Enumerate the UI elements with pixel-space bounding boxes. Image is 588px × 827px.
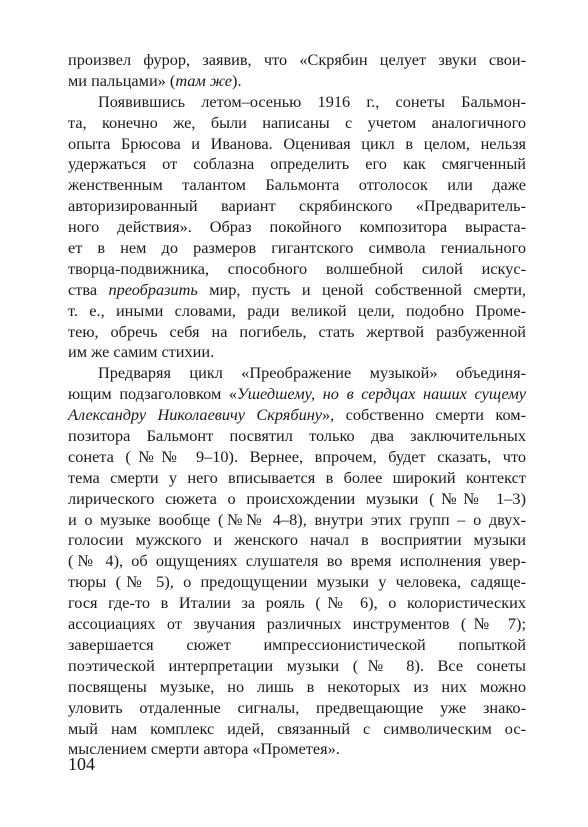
text-run: удержаться от соблазна определить его как смягченный [68,154,526,174]
text-line [68,593,526,614]
text-run: лирического сюжета о происхождении музыки (№№ 1–3) [68,488,526,508]
text-run: мый нам комплекс идей, связанный с символическим ос- [68,718,526,738]
text-line [68,322,526,343]
text-run: поэтической интерпретации музыки (№ 8). Все сонеты [68,655,526,675]
text-run: гося где-то в Италии за рояль (№ 6), о колористических [68,593,526,613]
text-run: произвел фурор, заявив, что «Скрябин целует звуки свои- [68,50,526,69]
text-line [68,677,526,698]
text-run: мыслением смерти автора «Прометея». [68,739,340,759]
text-line [68,468,526,489]
text-line [68,154,526,175]
italic-text: Ушедшему, но в сердцах наших сущему [237,384,526,404]
text-line [68,259,526,280]
text-run: сонета (№№ 9–10). Вернее, впрочем, будет сказать, что [68,446,526,466]
text-line [68,92,526,113]
text-run: и о музыке вообще (№№ 4–8), внутри этих групп – о двух- [68,509,526,529]
text-run: авторизированный вариант скрябинского «Предваритель- [68,196,526,216]
page-number: 104 [68,754,95,774]
text-run: женственным талантом Бальмонта отголосок или даже [68,175,526,195]
text-line [68,405,526,426]
text-line [68,342,526,363]
text-line [68,635,526,656]
text-line [68,363,526,384]
text-run: мир, пусть и ценой собственной смерти, [197,279,526,299]
text-line [68,280,526,301]
text-run: позитора Бальмонт посвятил только два заключительных [68,426,526,446]
text-run: творца-подвижника, способного волшебной силой искус- [68,258,526,278]
text-line [68,551,526,572]
text-line [68,489,526,510]
text-run: уловить отдаленные сигналы, предвещающие уже знако- [68,697,526,717]
text-line [68,530,526,551]
text-run: им же самим стихии. [68,342,215,362]
text-line [68,301,526,322]
text-run: Появившись летом–осенью 1916 г., сонеты Бальмон- [98,91,526,111]
text-line [68,510,526,531]
text-line [68,447,526,468]
text-run: », собственно смерти ком- [322,405,526,425]
text-run: ). [232,70,242,90]
italic-text: преобразить [108,279,198,299]
text-line [68,698,526,719]
text-line [68,134,526,155]
text-line [68,384,526,405]
text-run: ющим подзаголовком « [68,384,238,404]
text-line [68,196,526,217]
text-run: ми пальцами» ( [68,70,176,90]
text-line [68,50,526,71]
text-run: ного действия». Образ покойного композитора вырастa- [68,217,526,237]
italic-text: там же [175,70,233,90]
text-line [68,71,526,92]
text-line [68,656,526,677]
text-run: тема смерти у него вписывается в более широкий контекст [68,467,526,487]
text-run: голосии мужского и женского начал в восприятии музыки [68,530,526,550]
text-run: т. е., иными словами, ради великой цели, подобно Проме- [68,300,526,320]
text-run: Предваряя цикл «Преображение музыкой» объединя- [98,363,526,383]
text-run: та, конечно же, были написаны с учетом аналогичного [68,112,526,132]
text-run: опыта Брюсова и Иванова. Оценивая цикл в целом, нельзя [68,133,526,153]
text-line [68,175,526,196]
text-line [68,217,526,238]
italic-text: Александру Николаевичу Скрябину [68,405,323,425]
text-run: завершается сюжет импрессионистической попыткой [68,634,526,654]
text-line [68,426,526,447]
text-line [68,113,526,134]
text-line [68,739,526,760]
text-run: ассоциациях от звучания различных инструментов (№ 7); [68,614,526,634]
text-line [68,238,526,259]
text-run: тюры (№ 5), о предощущении музыки у человека, садяще- [68,572,526,592]
text-run: ет в нем до размеров гигантского символа гениального [68,238,526,258]
text-run: посвящены музыке, но лишь в некоторых из них можно [68,676,526,696]
text-run: ства [68,279,109,299]
text-line [68,614,526,635]
text-line [68,719,526,740]
text-run: тею, обречь себя на погибель, стать жертвой разбуженной [68,321,526,341]
page-body [68,50,526,760]
text-line [68,572,526,593]
text-run: (№ 4), об ощущениях слушателя во время исполнения увер- [68,551,526,571]
